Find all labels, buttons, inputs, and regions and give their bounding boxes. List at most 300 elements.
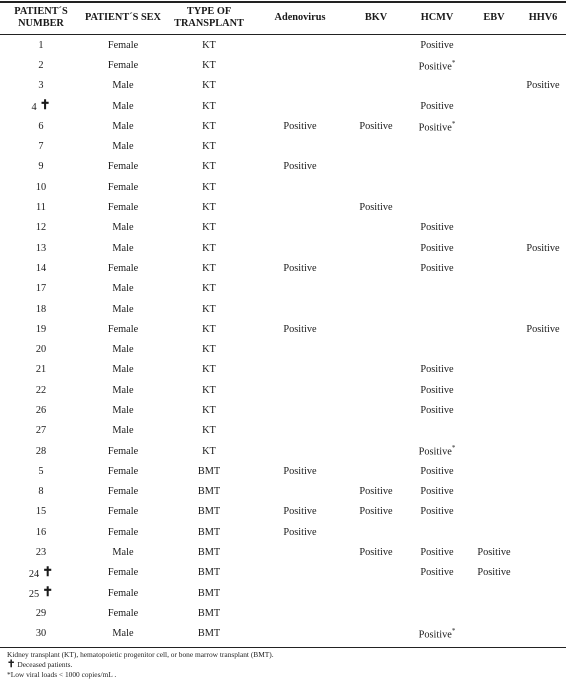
cell-sex-value: Female — [107, 161, 139, 173]
cell-type-value: KT — [202, 161, 216, 173]
cell-patient-number — [0, 76, 82, 96]
cell-adenovirus — [254, 400, 346, 420]
cell-patient-number — [0, 319, 82, 339]
cell-bkv — [346, 380, 406, 400]
cell-type — [164, 380, 254, 400]
cell-type-value: BMT — [197, 567, 221, 579]
cell-bkv — [346, 55, 406, 75]
cell-type — [164, 258, 254, 278]
cell-type-value: KT — [202, 404, 216, 416]
table-row — [0, 461, 566, 481]
cell-adenovirus — [254, 319, 346, 339]
cell-bkv — [346, 319, 406, 339]
table-row — [0, 157, 566, 177]
cell-patient-number — [0, 583, 82, 603]
cell-patient-number — [0, 35, 82, 55]
cell-ebv — [468, 218, 520, 238]
cell-adenovirus — [254, 218, 346, 238]
cell-ebv — [468, 360, 520, 380]
cell-type — [164, 441, 254, 461]
table-row — [0, 421, 566, 441]
bottom-rule — [0, 647, 566, 648]
table-row — [0, 218, 566, 238]
cell-sex-value: Male — [112, 222, 134, 234]
cell-hcmv — [406, 542, 468, 562]
cell-sex-value: Male — [112, 547, 134, 559]
cell-patient-number — [0, 380, 82, 400]
table-row — [0, 177, 566, 197]
cell-adenovirus — [254, 542, 346, 562]
cell-sex — [82, 96, 164, 116]
cell-sex — [82, 461, 164, 481]
cell-sex-value: Female — [107, 486, 139, 498]
cell-patient-number — [0, 360, 82, 380]
cell-hcmv-value: Positive — [418, 122, 452, 134]
cell-adenovirus — [254, 380, 346, 400]
low-load-asterisk: * — [451, 58, 456, 67]
table-row — [0, 96, 566, 116]
cell-type-value: KT — [202, 39, 216, 51]
cell-patient-number — [0, 197, 82, 217]
cell-sex — [82, 136, 164, 156]
table-row — [0, 76, 566, 96]
cell-bkv-value: Positive — [359, 506, 393, 518]
header-row — [0, 0, 566, 35]
cell-sex — [82, 258, 164, 278]
cell-patient-number — [0, 218, 82, 238]
cell-hcmv — [406, 157, 468, 177]
cell-hhv6 — [520, 441, 566, 461]
cell-adenovirus — [254, 441, 346, 461]
cell-hcmv-value: Positive — [420, 364, 454, 376]
cell-sex — [82, 279, 164, 299]
cell-hcmv — [406, 441, 468, 461]
dagger-icon: ✝ — [7, 659, 16, 670]
cell-ebv — [468, 461, 520, 481]
cell-patient-number — [0, 339, 82, 359]
cell-bkv — [346, 400, 406, 420]
cell-hcmv — [406, 279, 468, 299]
cell-ebv — [468, 177, 520, 197]
cell-type-value: KT — [202, 100, 216, 112]
cell-ebv — [468, 96, 520, 116]
cell-hcmv-value: Positive — [418, 629, 452, 641]
cell-hhv6 — [520, 136, 566, 156]
cell-type-value: BMT — [197, 587, 221, 599]
table-row — [0, 299, 566, 319]
cell-hcmv-value: Positive — [420, 222, 454, 234]
cell-hcmv — [406, 603, 468, 623]
cell-type-value: KT — [202, 141, 216, 153]
cell-sex-value: Female — [107, 39, 139, 51]
cell-ebv — [468, 583, 520, 603]
cell-ebv — [468, 421, 520, 441]
cell-type-value: BMT — [197, 607, 221, 619]
cell-type — [164, 157, 254, 177]
patient-number: 6 — [38, 120, 44, 132]
cell-bkv — [346, 542, 406, 562]
cell-type-value: KT — [202, 283, 216, 295]
cell-adenovirus-value: Positive — [283, 506, 317, 518]
cell-adenovirus-value: Positive — [283, 120, 317, 132]
cell-hcmv-value: Positive — [418, 446, 452, 458]
cell-adenovirus — [254, 157, 346, 177]
cell-type-value: KT — [202, 425, 216, 437]
cell-sex — [82, 482, 164, 502]
table-row — [0, 542, 566, 562]
cell-bkv — [346, 441, 406, 461]
cell-ebv — [468, 258, 520, 278]
cell-hcmv — [406, 360, 468, 380]
cell-type — [164, 421, 254, 441]
cell-sex-value: Female — [107, 202, 139, 214]
cell-hcmv-value: Positive — [420, 547, 454, 559]
cell-bkv — [346, 299, 406, 319]
cell-sex — [82, 197, 164, 217]
cell-ebv — [468, 197, 520, 217]
cell-type-value: KT — [202, 364, 216, 376]
cell-bkv — [346, 96, 406, 116]
table-row — [0, 339, 566, 359]
table-footnotes — [7, 650, 562, 680]
cell-bkv — [346, 116, 406, 136]
table-body — [0, 35, 566, 644]
cell-type-value: KT — [202, 445, 216, 457]
patient-number: 23 — [35, 547, 47, 559]
cell-hcmv — [406, 502, 468, 522]
cell-hcmv — [406, 299, 468, 319]
cell-hhv6 — [520, 197, 566, 217]
cell-hcmv-value: Positive — [420, 384, 454, 396]
cell-hcmv-value: Positive — [420, 567, 454, 579]
footnote-low-viral-load: *Low viral loads < 1000 copies/mL . — [7, 670, 117, 679]
cell-bkv — [346, 502, 406, 522]
cell-ebv — [468, 76, 520, 96]
cell-sex — [82, 339, 164, 359]
cell-type-value: BMT — [197, 465, 221, 477]
cell-hcmv — [406, 96, 468, 116]
cell-type — [164, 360, 254, 380]
patient-number: 10 — [35, 181, 47, 193]
patient-number: 16 — [35, 526, 47, 538]
cell-type — [164, 76, 254, 96]
patient-number: 9 — [38, 161, 44, 173]
cell-adenovirus-value: Positive — [283, 161, 317, 173]
cell-bkv — [346, 177, 406, 197]
cell-sex — [82, 542, 164, 562]
cell-patient-number — [0, 563, 82, 583]
cell-hcmv-value: Positive — [420, 506, 454, 518]
cell-patient-number — [0, 299, 82, 319]
patient-number: 14 — [35, 262, 47, 274]
cell-hcmv — [406, 563, 468, 583]
cell-bkv — [346, 421, 406, 441]
footnote-deceased-text: Deceased patients. — [17, 660, 73, 669]
dagger-icon: ✝ — [39, 97, 51, 113]
cell-hhv6 — [520, 339, 566, 359]
cell-adenovirus — [254, 136, 346, 156]
cell-adenovirus — [254, 35, 346, 55]
cell-bkv — [346, 624, 406, 644]
patient-number: 21 — [35, 364, 47, 376]
cell-adenovirus — [254, 96, 346, 116]
patient-number: 28 — [35, 445, 47, 457]
cell-type-value: KT — [202, 80, 216, 92]
cell-sex-value: Female — [107, 445, 139, 457]
cell-sex — [82, 177, 164, 197]
cell-hhv6 — [520, 157, 566, 177]
cell-adenovirus — [254, 583, 346, 603]
cell-hcmv — [406, 522, 468, 542]
cell-sex — [82, 360, 164, 380]
cell-bkv — [346, 603, 406, 623]
cell-patient-number — [0, 177, 82, 197]
cell-sex-value: Male — [112, 364, 134, 376]
cell-hcmv-value: Positive — [420, 242, 454, 254]
cell-type-value: KT — [202, 262, 216, 274]
cell-hcmv-value: Positive — [420, 465, 454, 477]
cell-adenovirus — [254, 461, 346, 481]
table-row — [0, 279, 566, 299]
cell-sex-value: Female — [107, 465, 139, 477]
cell-patient-number — [0, 55, 82, 75]
patient-number: 4 — [31, 102, 37, 114]
table-row — [0, 238, 566, 258]
cell-adenovirus — [254, 279, 346, 299]
patient-number: 13 — [35, 242, 47, 254]
cell-type — [164, 583, 254, 603]
cell-sex-value: Male — [112, 283, 134, 295]
cell-sex — [82, 563, 164, 583]
cell-hcmv — [406, 136, 468, 156]
patient-number: 29 — [35, 607, 47, 619]
cell-adenovirus — [254, 258, 346, 278]
cell-type — [164, 116, 254, 136]
dagger-icon: ✝ — [42, 563, 54, 579]
cell-type — [164, 603, 254, 623]
cell-adenovirus — [254, 624, 346, 644]
cell-ebv — [468, 400, 520, 420]
cell-sex-value: Female — [107, 181, 139, 193]
cell-hhv6-value: Positive — [526, 323, 560, 335]
col-header-patient-number: PATIENT´S NUMBER — [14, 5, 68, 29]
cell-hhv6 — [520, 35, 566, 55]
table-row — [0, 360, 566, 380]
cell-ebv — [468, 319, 520, 339]
cell-ebv-value: Positive — [477, 547, 511, 559]
cell-adenovirus-value: Positive — [283, 323, 317, 335]
cell-patient-number — [0, 116, 82, 136]
low-load-asterisk: * — [451, 119, 456, 128]
cell-patient-number — [0, 461, 82, 481]
patient-number: 3 — [38, 80, 44, 92]
table-row — [0, 380, 566, 400]
cell-type — [164, 563, 254, 583]
cell-hhv6 — [520, 218, 566, 238]
cell-hcmv-value: Positive — [420, 39, 454, 51]
table-row — [0, 603, 566, 623]
cell-patient-number — [0, 421, 82, 441]
patient-number: 25 — [28, 589, 40, 601]
cell-sex — [82, 441, 164, 461]
cell-hcmv — [406, 35, 468, 55]
cell-adenovirus — [254, 563, 346, 583]
cell-hhv6 — [520, 502, 566, 522]
cell-hhv6 — [520, 238, 566, 258]
cell-sex — [82, 319, 164, 339]
cell-hcmv-value: Positive — [420, 486, 454, 498]
cell-sex — [82, 380, 164, 400]
cell-hhv6 — [520, 542, 566, 562]
cell-adenovirus — [254, 197, 346, 217]
cell-adenovirus — [254, 55, 346, 75]
cell-hhv6 — [520, 319, 566, 339]
cell-type-value: KT — [202, 222, 216, 234]
patient-number: 17 — [35, 283, 47, 295]
cell-sex — [82, 583, 164, 603]
cell-adenovirus — [254, 502, 346, 522]
patient-number: 27 — [35, 425, 47, 437]
cell-adenovirus — [254, 603, 346, 623]
cell-bkv — [346, 482, 406, 502]
table-row — [0, 563, 566, 583]
cell-hcmv-value: Positive — [420, 262, 454, 274]
cell-type-value: BMT — [197, 628, 221, 640]
cell-sex — [82, 522, 164, 542]
table-row — [0, 116, 566, 136]
patient-number: 24 — [28, 568, 40, 580]
cell-sex-value: Male — [112, 425, 134, 437]
col-header-type-of-transplant: TYPE OF TRANSPLANT — [174, 5, 244, 29]
cell-ebv — [468, 116, 520, 136]
table-row — [0, 136, 566, 156]
patient-number: 30 — [35, 628, 47, 640]
cell-ebv — [468, 238, 520, 258]
cell-adenovirus — [254, 76, 346, 96]
cell-patient-number — [0, 258, 82, 278]
cell-hcmv-value: Positive — [420, 404, 454, 416]
cell-type — [164, 177, 254, 197]
cell-adenovirus — [254, 522, 346, 542]
patient-number: 11 — [36, 202, 46, 214]
cell-bkv-value: Positive — [359, 486, 393, 498]
cell-type — [164, 542, 254, 562]
cell-ebv — [468, 55, 520, 75]
cell-adenovirus — [254, 238, 346, 258]
cell-type — [164, 96, 254, 116]
patient-number: 15 — [35, 506, 47, 518]
cell-type-value: KT — [202, 181, 216, 193]
cell-sex — [82, 502, 164, 522]
cell-hhv6 — [520, 522, 566, 542]
cell-hcmv — [406, 583, 468, 603]
cell-sex-value: Female — [107, 607, 139, 619]
cell-ebv — [468, 441, 520, 461]
cell-hcmv — [406, 177, 468, 197]
cell-hhv6-value: Positive — [526, 80, 560, 92]
cell-bkv — [346, 279, 406, 299]
cell-hcmv-value: Positive — [420, 100, 454, 112]
table-row — [0, 522, 566, 542]
cell-sex-value: Female — [107, 526, 139, 538]
cell-bkv — [346, 461, 406, 481]
cell-hhv6 — [520, 603, 566, 623]
cell-ebv — [468, 522, 520, 542]
table-row — [0, 583, 566, 603]
cell-sex-value: Male — [112, 344, 134, 356]
table-row — [0, 35, 566, 55]
cell-hcmv — [406, 76, 468, 96]
cell-sex — [82, 400, 164, 420]
cell-hhv6 — [520, 279, 566, 299]
cell-type-value: KT — [202, 59, 216, 71]
cell-type — [164, 279, 254, 299]
cell-patient-number — [0, 157, 82, 177]
cell-adenovirus-value: Positive — [283, 262, 317, 274]
patient-number: 8 — [38, 486, 44, 498]
cell-bkv — [346, 583, 406, 603]
patient-number: 19 — [35, 323, 47, 335]
cell-ebv — [468, 603, 520, 623]
cell-hhv6 — [520, 360, 566, 380]
cell-hhv6 — [520, 76, 566, 96]
col-header-patient-sex: PATIENT´S SEX — [84, 11, 161, 23]
cell-sex-value: Female — [107, 262, 139, 274]
cell-ebv — [468, 136, 520, 156]
cell-adenovirus — [254, 177, 346, 197]
cell-bkv — [346, 35, 406, 55]
cell-type-value: BMT — [197, 486, 221, 498]
cell-hhv6 — [520, 177, 566, 197]
cell-sex-value: Male — [112, 242, 134, 254]
cell-sex-value: Male — [112, 80, 134, 92]
cell-bkv — [346, 136, 406, 156]
table-row — [0, 319, 566, 339]
cell-sex — [82, 76, 164, 96]
table-row — [0, 400, 566, 420]
cell-hhv6 — [520, 583, 566, 603]
cell-sex-value: Female — [107, 587, 139, 599]
cell-sex-value: Male — [112, 384, 134, 396]
cell-ebv — [468, 502, 520, 522]
cell-sex — [82, 624, 164, 644]
col-header-hhv6: HHV6 — [528, 11, 558, 23]
cell-hcmv — [406, 258, 468, 278]
cell-hhv6 — [520, 380, 566, 400]
cell-sex — [82, 35, 164, 55]
patient-number: 5 — [38, 465, 44, 477]
table-row — [0, 441, 566, 461]
cell-hhv6 — [520, 299, 566, 319]
cell-ebv — [468, 279, 520, 299]
cell-ebv — [468, 339, 520, 359]
cell-type — [164, 55, 254, 75]
cell-ebv — [468, 542, 520, 562]
cell-type-value: KT — [202, 303, 216, 315]
cell-type-value: BMT — [197, 526, 221, 538]
cell-hhv6 — [520, 563, 566, 583]
cell-patient-number — [0, 624, 82, 644]
patient-number: 7 — [38, 141, 44, 153]
patient-number: 22 — [35, 384, 47, 396]
cell-adenovirus — [254, 116, 346, 136]
cell-hhv6 — [520, 55, 566, 75]
cell-adenovirus-value: Positive — [283, 465, 317, 477]
col-header-bkv: BKV — [364, 11, 388, 23]
low-load-asterisk: * — [451, 444, 456, 453]
cell-adenovirus — [254, 482, 346, 502]
table-row — [0, 197, 566, 217]
